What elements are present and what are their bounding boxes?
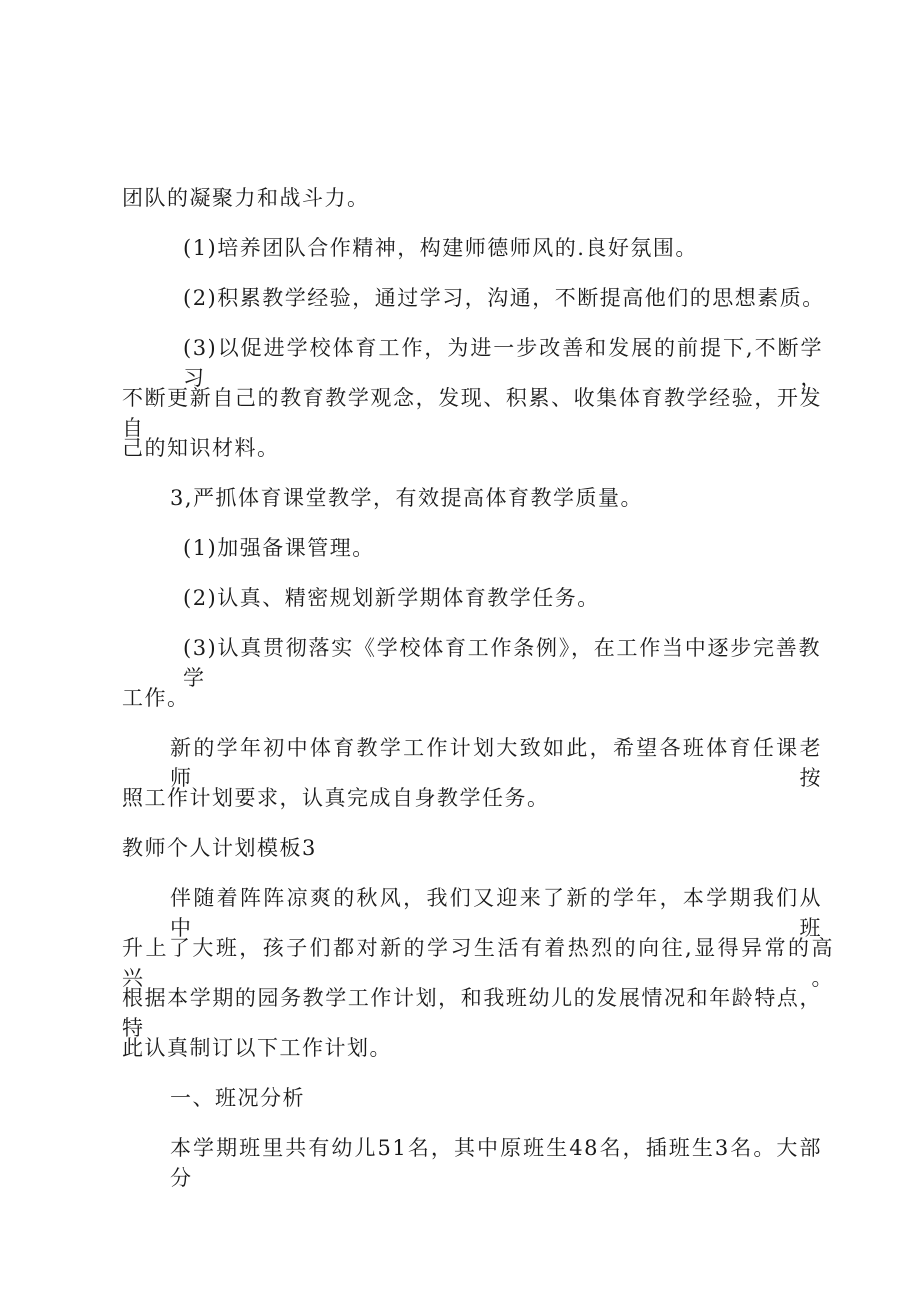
text-line: 此认真制订以下工作计划。	[122, 1036, 392, 1060]
list-item: (3)以促进学校体育工作，为进一步改善和发展的前提下,不断学习，	[183, 336, 823, 390]
text-line: 团队的凝聚力和战斗力。	[122, 186, 370, 210]
paragraph-line: 伴随着阵阵凉爽的秋风，我们又迎来了新的学年，本学期我们从中班	[170, 886, 822, 940]
section-heading: 一、班况分析	[170, 1086, 305, 1110]
paragraph-line: 新的学年初中体育教学工作计划大致如此，希望各班体育任课老师按	[170, 736, 822, 790]
text-line: 照工作计划要求，认真完成自身教学任务。	[122, 786, 550, 810]
list-item: (1)加强备课管理。	[183, 536, 375, 560]
text-line: 不断更新自己的教育教学观念，发现、积累、收集体育教学经验，开发自	[122, 386, 822, 440]
text-line: 升上了大班，孩子们都对新的学习生活有着热烈的向往,显得异常的高兴。	[122, 936, 834, 990]
text-line: 己的知识材料。	[122, 436, 280, 460]
text-line: 工作。	[122, 686, 190, 710]
section-title: 教师个人计划模板3	[122, 836, 317, 860]
paragraph-line: 本学期班里共有幼儿51名，其中原班生48名，插班生3名。大部分	[170, 1136, 822, 1190]
text-line: 根据本学期的园务教学工作计划，和我班幼儿的发展情况和年龄特点，特	[122, 986, 822, 1040]
list-item: (2)认真、精密规划新学期体育教学任务。	[183, 586, 600, 610]
section-heading: 3,严抓体育课堂教学，有效提高体育教学质量。	[170, 486, 644, 510]
list-item: (2)积累教学经验，通过学习，沟通，不断提高他们的思想素质。	[183, 286, 825, 310]
list-item: (3)认真贯彻落实《学校体育工作条例》，在工作当中逐步完善教学	[183, 636, 821, 690]
list-item: (1)培养团队合作精神，构建师德师风的.良好氛围。	[183, 236, 698, 260]
